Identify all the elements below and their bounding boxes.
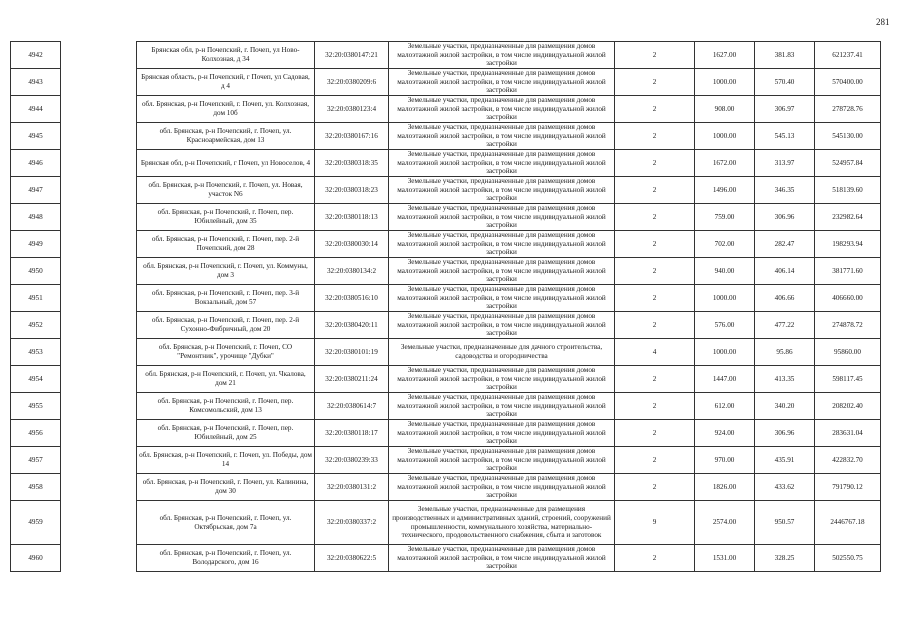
area-cell: 1000.00 (695, 285, 755, 312)
row-number-cell: 4957 (11, 447, 61, 474)
address-cell: обл. Брянская, р-н Почепский, г. Почеп, ул. Володарского, дом 16 (137, 545, 315, 572)
land-use-cell: Земельные участки, предназначенные для размещения домов малоэтажной жилой застройки, в том числе индивидуальной жилой застройки (389, 204, 615, 231)
table-row (11, 339, 881, 366)
specific-value-cell: 346.35 (755, 177, 815, 204)
area-cell: 702.00 (695, 231, 755, 258)
specific-value-cell: 381.83 (755, 42, 815, 69)
group-cell: 2 (615, 258, 695, 285)
specific-value-cell: 477.22 (755, 312, 815, 339)
address-cell: обл. Брянская, р-н Почепский, г. Почеп, пер. Юбилейный, дом 25 (137, 420, 315, 447)
table-row (11, 69, 881, 96)
cadastral-value-cell: 502550.75 (815, 545, 881, 572)
land-use-cell: Земельные участки, предназначенные для размещения домов малоэтажной жилой застройки, в том числе индивидуальной жилой застройки (389, 150, 615, 177)
spacer-cell (61, 231, 137, 258)
table-row (11, 474, 881, 501)
specific-value-cell: 406.66 (755, 285, 815, 312)
cadastral-value-cell: 283631.04 (815, 420, 881, 447)
cadastral-number-cell: 32:20:0380318:35 (315, 150, 389, 177)
row-number-cell: 4946 (11, 150, 61, 177)
group-cell: 2 (615, 231, 695, 258)
cadastral-value-cell: 232982.64 (815, 204, 881, 231)
table-row (11, 150, 881, 177)
cadastral-number-cell: 32:20:0380118:17 (315, 420, 389, 447)
address-cell: Брянская область, р-н Почепский, г Почеп, ул Садовая, д 4 (137, 69, 315, 96)
spacer-cell (61, 285, 137, 312)
specific-value-cell: 406.14 (755, 258, 815, 285)
table-row (11, 366, 881, 393)
cadastral-value-cell: 208202.40 (815, 393, 881, 420)
area-cell: 1672.00 (695, 150, 755, 177)
specific-value-cell: 950.57 (755, 501, 815, 545)
specific-value-cell: 306.96 (755, 204, 815, 231)
group-cell: 9 (615, 501, 695, 545)
cadastral-value-cell: 518139.60 (815, 177, 881, 204)
group-cell: 2 (615, 42, 695, 69)
address-cell: обл. Брянская, р-н Почепский, г. Почеп, пер. 3-й Вокзальный, дом 57 (137, 285, 315, 312)
row-number-cell: 4947 (11, 177, 61, 204)
address-cell: обл. Брянская, р-н Почепский, г. Почеп, ул. Октябрьская, дом 7а (137, 501, 315, 545)
specific-value-cell: 328.25 (755, 545, 815, 572)
table-row (11, 96, 881, 123)
group-cell: 2 (615, 177, 695, 204)
address-cell: обл. Брянская, р-н Почепский, г. Почеп, ул. Новая, участок N6 (137, 177, 315, 204)
group-cell: 2 (615, 285, 695, 312)
table-row (11, 447, 881, 474)
spacer-cell (61, 312, 137, 339)
row-number-cell: 4949 (11, 231, 61, 258)
table-row (11, 231, 881, 258)
spacer-cell (61, 204, 137, 231)
spacer-cell (61, 545, 137, 572)
group-cell: 2 (615, 474, 695, 501)
cadastral-value-cell: 95860.00 (815, 339, 881, 366)
row-number-cell: 4954 (11, 366, 61, 393)
address-cell: обл. Брянская, р-н Почепский, г. Почеп, пер. 2-й Почепский, дом 28 (137, 231, 315, 258)
spacer-cell (61, 150, 137, 177)
cadastral-value-cell: 545130.00 (815, 123, 881, 150)
area-cell: 970.00 (695, 447, 755, 474)
spacer-cell (61, 366, 137, 393)
group-cell: 2 (615, 312, 695, 339)
table-row (11, 258, 881, 285)
address-cell: обл. Брянская, р-н Почепский, г. Почеп, ул. Красноармейская, дом 13 (137, 123, 315, 150)
cadastral-number-cell: 32:20:0380318:23 (315, 177, 389, 204)
cadastral-value-cell: 621237.41 (815, 42, 881, 69)
specific-value-cell: 340.20 (755, 393, 815, 420)
table-row (11, 420, 881, 447)
cadastral-number-cell: 32:20:0380239:33 (315, 447, 389, 474)
area-cell: 1627.00 (695, 42, 755, 69)
specific-value-cell: 433.62 (755, 474, 815, 501)
row-number-cell: 4950 (11, 258, 61, 285)
row-number-cell: 4948 (11, 204, 61, 231)
row-number-cell: 4942 (11, 42, 61, 69)
cadastral-number-cell: 32:20:0380101:19 (315, 339, 389, 366)
cadastral-value-table (10, 41, 881, 572)
area-cell: 940.00 (695, 258, 755, 285)
spacer-cell (61, 96, 137, 123)
table-row (11, 42, 881, 69)
cadastral-value-cell: 570400.00 (815, 69, 881, 96)
table-row (11, 123, 881, 150)
area-cell: 908.00 (695, 96, 755, 123)
row-number-cell: 4958 (11, 474, 61, 501)
spacer-cell (61, 177, 137, 204)
address-cell: обл. Брянская, р-н Почепский, г. Почеп, СО "Ремонтник", урочище "Дубки" (137, 339, 315, 366)
area-cell: 1496.00 (695, 177, 755, 204)
spacer-cell (61, 69, 137, 96)
spacer-cell (61, 420, 137, 447)
row-number-cell: 4960 (11, 545, 61, 572)
area-cell: 1000.00 (695, 339, 755, 366)
row-number-cell: 4945 (11, 123, 61, 150)
cadastral-number-cell: 32:20:0380209:6 (315, 69, 389, 96)
address-cell: обл. Брянская, р-н Почепский, г. Почеп, пер. 2-й Сухонно-Фибричный, дом 20 (137, 312, 315, 339)
page-number: 281 (876, 17, 890, 27)
cadastral-number-cell: 32:20:0380622:5 (315, 545, 389, 572)
address-cell: обл. Брянская, р-н Почепский, г. Почеп, ул. Победы, дом 14 (137, 447, 315, 474)
specific-value-cell: 570.40 (755, 69, 815, 96)
cadastral-number-cell: 32:20:0380614:7 (315, 393, 389, 420)
spacer-cell (61, 501, 137, 545)
cadastral-number-cell: 32:20:0380131:2 (315, 474, 389, 501)
group-cell: 2 (615, 366, 695, 393)
area-cell: 1000.00 (695, 69, 755, 96)
land-use-cell: Земельные участки, предназначенные для размещения домов малоэтажной жилой застройки, в том числе индивидуальной жилой застройки (389, 366, 615, 393)
address-cell: обл. Брянская, р-н Почепский, г. Почеп, ул. Чкалова, дом 21 (137, 366, 315, 393)
cadastral-value-cell: 598117.45 (815, 366, 881, 393)
cadastral-value-cell: 381771.60 (815, 258, 881, 285)
cadastral-number-cell: 32:20:0380030:14 (315, 231, 389, 258)
address-cell: обл. Брянская, р-н Почепский, г. Почеп, пер. Комсомольский, дом 13 (137, 393, 315, 420)
area-cell: 1826.00 (695, 474, 755, 501)
specific-value-cell: 313.97 (755, 150, 815, 177)
row-number-cell: 4959 (11, 501, 61, 545)
cadastral-number-cell: 32:20:0380337:2 (315, 501, 389, 545)
cadastral-value-cell: 791790.12 (815, 474, 881, 501)
land-use-cell: Земельные участки, предназначенные для размещения домов малоэтажной жилой застройки, в том числе индивидуальной жилой застройки (389, 258, 615, 285)
group-cell: 2 (615, 150, 695, 177)
land-use-cell: Земельные участки, предназначенные для размещения домов малоэтажной жилой застройки, в том числе индивидуальной жилой застройки (389, 447, 615, 474)
address-cell: обл. Брянская, р-н Почепский, г. Почеп, ул. Колхозная, дом 10б (137, 96, 315, 123)
land-use-cell: Земельные участки, предназначенные для размещения домов малоэтажной жилой застройки, в том числе индивидуальной жилой застройки (389, 393, 615, 420)
cadastral-value-cell: 278728.76 (815, 96, 881, 123)
spacer-cell (61, 123, 137, 150)
cadastral-number-cell: 32:20:0380123:4 (315, 96, 389, 123)
area-cell: 759.00 (695, 204, 755, 231)
cadastral-value-cell: 2446767.18 (815, 501, 881, 545)
land-use-cell: Земельные участки, предназначенные для размещения домов малоэтажной жилой застройки, в том числе индивидуальной жилой застройки (389, 42, 615, 69)
land-use-cell: Земельные участки, предназначенные для размещения домов малоэтажной жилой застройки, в том числе индивидуальной жилой застройки (389, 545, 615, 572)
specific-value-cell: 282.47 (755, 231, 815, 258)
specific-value-cell: 413.35 (755, 366, 815, 393)
area-cell: 576.00 (695, 312, 755, 339)
land-use-cell: Земельные участки, предназначенные для размещения домов малоэтажной жилой застройки, в том числе индивидуальной жилой застройки (389, 231, 615, 258)
table-row (11, 285, 881, 312)
area-cell: 1447.00 (695, 366, 755, 393)
area-cell: 612.00 (695, 393, 755, 420)
specific-value-cell: 545.13 (755, 123, 815, 150)
table-row (11, 312, 881, 339)
cadastral-number-cell: 32:20:0380167:16 (315, 123, 389, 150)
group-cell: 2 (615, 123, 695, 150)
row-number-cell: 4951 (11, 285, 61, 312)
cadastral-value-cell: 524957.84 (815, 150, 881, 177)
address-cell: обл. Брянская, р-н Почепский, г. Почеп, ул. Калинина, дом 30 (137, 474, 315, 501)
address-cell: обл. Брянская, р-н Почепский, г. Почеп, пер. Юбилейный, дом 35 (137, 204, 315, 231)
row-number-cell: 4952 (11, 312, 61, 339)
cadastral-value-cell: 198293.94 (815, 231, 881, 258)
group-cell: 4 (615, 339, 695, 366)
specific-value-cell: 435.91 (755, 447, 815, 474)
cadastral-value-cell: 274878.72 (815, 312, 881, 339)
area-cell: 924.00 (695, 420, 755, 447)
spacer-cell (61, 42, 137, 69)
cadastral-number-cell: 32:20:0380147:21 (315, 42, 389, 69)
group-cell: 2 (615, 96, 695, 123)
specific-value-cell: 306.97 (755, 96, 815, 123)
land-use-cell: Земельные участки, предназначенные для дачного строительства, садоводства и огородничества (389, 339, 615, 366)
address-cell: Брянская обл, р-н Почепский, г Почеп, ул Новоселов, 4 (137, 150, 315, 177)
land-use-cell: Земельные участки, предназначенные для размещения домов малоэтажной жилой застройки, в том числе индивидуальной жилой застройки (389, 177, 615, 204)
land-use-cell: Земельные участки, предназначенные для размещения домов малоэтажной жилой застройки, в том числе индивидуальной жилой застройки (389, 312, 615, 339)
specific-value-cell: 95.86 (755, 339, 815, 366)
row-number-cell: 4956 (11, 420, 61, 447)
table-row (11, 393, 881, 420)
group-cell: 2 (615, 69, 695, 96)
spacer-cell (61, 258, 137, 285)
specific-value-cell: 306.96 (755, 420, 815, 447)
table-body (11, 42, 881, 572)
cadastral-number-cell: 32:20:0380516:10 (315, 285, 389, 312)
land-use-cell: Земельные участки, предназначенные для размещения производственных и административных зданий, строений, сооружений промышленности, коммунального хозяйства, материально-технического, продовольственного снабжения, сбыта и заготовок (389, 501, 615, 545)
row-number-cell: 4953 (11, 339, 61, 366)
address-cell: Брянская обл, р-н Почепский, г. Почеп, ул Ново-Колхозная, д 34 (137, 42, 315, 69)
row-number-cell: 4955 (11, 393, 61, 420)
cadastral-number-cell: 32:20:0380118:13 (315, 204, 389, 231)
table-row (11, 177, 881, 204)
address-cell: обл. Брянская, р-н Почепский, г. Почеп, ул. Коммуны, дом 3 (137, 258, 315, 285)
cadastral-value-cell: 406660.00 (815, 285, 881, 312)
group-cell: 2 (615, 420, 695, 447)
table-row (11, 204, 881, 231)
group-cell: 2 (615, 204, 695, 231)
group-cell: 2 (615, 545, 695, 572)
land-use-cell: Земельные участки, предназначенные для размещения домов малоэтажной жилой застройки, в том числе индивидуальной жилой застройки (389, 474, 615, 501)
land-use-cell: Земельные участки, предназначенные для размещения домов малоэтажной жилой застройки, в том числе индивидуальной жилой застройки (389, 123, 615, 150)
spacer-cell (61, 393, 137, 420)
land-use-cell: Земельные участки, предназначенные для размещения домов малоэтажной жилой застройки, в том числе индивидуальной жилой застройки (389, 69, 615, 96)
cadastral-value-cell: 422832.70 (815, 447, 881, 474)
table-row (11, 545, 881, 572)
area-cell: 1000.00 (695, 123, 755, 150)
area-cell: 1531.00 (695, 545, 755, 572)
cadastral-number-cell: 32:20:0380420:11 (315, 312, 389, 339)
cadastral-number-cell: 32:20:0380134:2 (315, 258, 389, 285)
group-cell: 2 (615, 393, 695, 420)
spacer-cell (61, 447, 137, 474)
area-cell: 2574.00 (695, 501, 755, 545)
row-number-cell: 4944 (11, 96, 61, 123)
table-row (11, 501, 881, 545)
spacer-cell (61, 474, 137, 501)
land-use-cell: Земельные участки, предназначенные для размещения домов малоэтажной жилой застройки, в том числе индивидуальной жилой застройки (389, 96, 615, 123)
land-use-cell: Земельные участки, предназначенные для размещения домов малоэтажной жилой застройки, в том числе индивидуальной жилой застройки (389, 420, 615, 447)
row-number-cell: 4943 (11, 69, 61, 96)
spacer-cell (61, 339, 137, 366)
group-cell: 2 (615, 447, 695, 474)
cadastral-number-cell: 32:20:0380211:24 (315, 366, 389, 393)
land-use-cell: Земельные участки, предназначенные для размещения домов малоэтажной жилой застройки, в том числе индивидуальной жилой застройки (389, 285, 615, 312)
